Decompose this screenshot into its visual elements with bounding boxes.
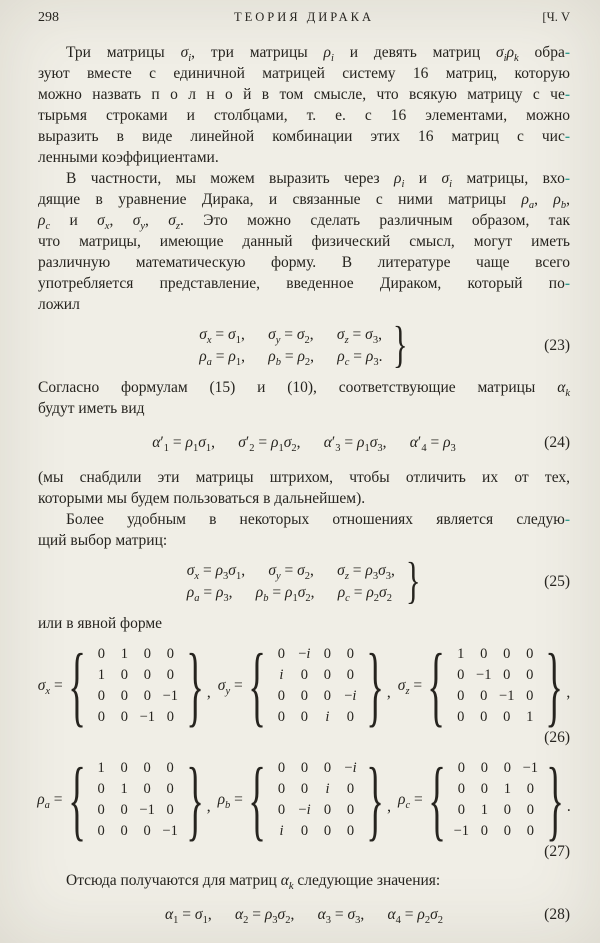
- matrix-cell: 0: [120, 760, 128, 776]
- text-line: Три матрицы $\sigma_i$, три матрицы $\rho_i$ и девять матриц $\sigma_i\rho_k$ обра-: [66, 44, 570, 65]
- text-line: будут иметь вид: [38, 400, 145, 417]
- grouping-brace-icon: }: [393, 317, 408, 373]
- matrix-cell: 0: [120, 802, 128, 818]
- text-line: $\rho_c$ и $\sigma_x$, $\sigma_y$, $\sigma_z$. Это можно сделать различным образом, так: [38, 212, 571, 233]
- matrix-cell: 0: [120, 667, 128, 683]
- matrix-cell: 0: [480, 823, 488, 839]
- paragraph-1: [38, 42, 570, 168]
- left-brace-icon: {: [427, 635, 446, 735]
- matrix-grid-row: [270, 821, 362, 842]
- left-brace-icon: {: [67, 635, 86, 735]
- matrix-grid-row: [90, 686, 182, 707]
- text-line: выразить в виде линейной комбинации этих 16 матриц с чис-: [38, 128, 570, 145]
- matrix-grid-row: [90, 758, 182, 779]
- left-brace-icon: {: [247, 635, 266, 735]
- equation-28: [38, 902, 570, 928]
- matrix-cell: 1: [120, 646, 128, 662]
- right-brace-icon: }: [186, 635, 204, 735]
- matrix-grid-row: [270, 779, 362, 800]
- matrix-cell: 0: [143, 760, 151, 776]
- equation-line: $\rho_a = \rho_1$, $\rho_b = \rho_2$, $\rho_c = \rho_3$.: [199, 348, 383, 369]
- right-brace-icon: }: [546, 749, 564, 849]
- matrix-row-rho: [37, 749, 571, 849]
- matrix-grid-row: [90, 665, 182, 686]
- matrix-label: $\rho_c$ =: [397, 791, 423, 812]
- matrix-cell: 0: [323, 646, 331, 662]
- matrix-cell: 0: [166, 760, 174, 776]
- matrix-cell: −i: [298, 646, 311, 662]
- matrix-cell: 0: [277, 781, 286, 797]
- matrix-cell: 0: [457, 760, 465, 776]
- matrix-cell: −1: [139, 709, 156, 725]
- matrix-cell: 0: [526, 667, 534, 683]
- matrix-cell: 0: [300, 709, 308, 725]
- matrix-cell: 0: [480, 781, 488, 797]
- matrix-grid: [449, 644, 541, 728]
- matrix-separator: ,: [566, 684, 571, 701]
- equation-25: [38, 553, 570, 609]
- equation-line: $\sigma_x = \rho_3\sigma_1$, $\sigma_y = \sigma_2$, $\sigma_z = \rho_3\sigma_3$,: [186, 562, 395, 583]
- matrix-cell: 0: [457, 802, 465, 818]
- matrix-separator: ,: [386, 684, 391, 701]
- text-line: Отсюда получаются для матриц $\alpha_k$ следующие значения:: [66, 872, 441, 893]
- matrix-cell: 1: [97, 760, 105, 776]
- matrix-cell: 0: [323, 688, 331, 704]
- matrix-cell: 0: [143, 823, 151, 839]
- matrix-grid-row: [450, 821, 542, 842]
- matrix-grid-row: [90, 644, 182, 665]
- matrix-cell: 0: [277, 646, 285, 662]
- matrix-cell: 0: [526, 646, 534, 662]
- left-brace-icon: {: [248, 749, 266, 849]
- matrix-cell: −1: [139, 802, 155, 818]
- matrix-block-26: [37, 635, 571, 748]
- matrix-cell: i: [279, 823, 284, 839]
- matrix-cell: 0: [143, 781, 151, 797]
- matrix-cell: 1: [526, 709, 534, 725]
- matrix-grid-row: [450, 779, 542, 800]
- matrix-cell: 0: [346, 709, 354, 725]
- matrix-cell: 0: [300, 823, 309, 839]
- equation-24: [38, 430, 570, 456]
- matrix-cell: −1: [476, 667, 492, 683]
- matrix-label: $\sigma_x$ =: [37, 677, 63, 698]
- matrix-cell: 0: [97, 823, 105, 839]
- page-header: [38, 10, 570, 28]
- matrix-cell: 0: [503, 667, 511, 683]
- matrix-separator: .: [566, 798, 571, 815]
- text-line: дящие в уравнение Дирака, и связанные с ними матрицы $\rho_a$, $\rho_b$,: [38, 191, 570, 212]
- text-line: щий выбор матриц:: [38, 532, 168, 549]
- matrix-grid-row: [449, 686, 541, 707]
- matrix-rho-b: [217, 749, 391, 849]
- matrix-cell: −1: [162, 823, 178, 839]
- matrix-rho-a: [37, 749, 211, 849]
- matrix-cell: 0: [143, 646, 151, 662]
- equation-number-line: [38, 728, 570, 748]
- matrix-grid-row: [449, 665, 541, 686]
- matrix-grid: [270, 644, 362, 728]
- matrix-cell: 0: [97, 781, 105, 797]
- equation-number: (25): [544, 573, 570, 590]
- matrix-grid-row: [90, 779, 182, 800]
- matrix-sigma-z: [397, 635, 571, 735]
- matrix-grid-row: [270, 644, 362, 665]
- grouping-brace-icon: }: [405, 553, 421, 609]
- text-line: зуют вместе с единичной матрицей систему 16 матриц, которую: [38, 65, 570, 82]
- text-line: или в явной форме: [38, 615, 163, 632]
- matrix-cell: −i: [344, 688, 357, 704]
- matrix-cell: 1: [480, 802, 488, 818]
- equation-23-lines: [199, 324, 382, 368]
- paragraph-2: [38, 168, 570, 315]
- line-end-hyphen: -: [564, 511, 570, 528]
- matrix-grid-row: [450, 758, 542, 779]
- matrix-cell: 0: [143, 667, 151, 683]
- matrix-cell: 0: [526, 688, 534, 704]
- matrix-cell: 0: [277, 688, 285, 704]
- line-end-hyphen: -: [564, 170, 570, 187]
- matrix-rho-c: [397, 749, 571, 849]
- equation-25-lines: [187, 560, 395, 604]
- matrix-cell: 0: [97, 646, 105, 662]
- right-brace-icon: }: [366, 635, 384, 735]
- matrix-label: $\sigma_y$ =: [217, 677, 243, 698]
- matrix-grid: [90, 644, 182, 728]
- matrix-cell: 0: [120, 688, 128, 704]
- text-line: Более удобным в некоторых отношениях является следую-: [66, 511, 570, 528]
- matrix-grid-row: [90, 821, 182, 842]
- matrix-cell: −1: [499, 688, 515, 704]
- matrix-cell: 0: [166, 781, 174, 797]
- equation-line: $\sigma_x = \sigma_1$, $\sigma_y = \sigma_2$, $\sigma_z = \sigma_3$,: [199, 326, 382, 347]
- matrix-cell: 0: [503, 646, 511, 662]
- matrix-cell: 0: [526, 802, 534, 818]
- text-line: употребляется представление, введенное Дираком, который по-: [38, 275, 570, 292]
- matrix-cell: 0: [457, 709, 465, 725]
- left-brace-icon: {: [67, 749, 86, 849]
- matrix-cell: i: [325, 781, 330, 797]
- matrix-block-27: [37, 749, 571, 862]
- matrix-cell: 0: [300, 667, 308, 683]
- text-line: можно назвать п о л н о й в том смысле, что всякую матрицу с че-: [38, 86, 570, 103]
- matrix-cell: 0: [526, 823, 534, 839]
- matrix-cell: 0: [323, 802, 332, 818]
- matrix-label: $\rho_b$ =: [217, 791, 243, 812]
- matrix-label: $\rho_a$ =: [37, 791, 63, 812]
- matrix-cell: 0: [166, 646, 174, 662]
- matrix-cell: i: [325, 709, 330, 725]
- paragraph-4: [38, 467, 570, 509]
- matrix-cell: 0: [300, 781, 309, 797]
- right-brace-icon: }: [545, 635, 564, 735]
- matrix-cell: 0: [97, 709, 105, 725]
- matrix-cell: 0: [300, 760, 309, 776]
- matrix-grid-row: [270, 758, 362, 779]
- matrix-cell: −1: [453, 823, 470, 839]
- matrix-cell: 0: [166, 667, 174, 683]
- equation-number: (24): [544, 434, 570, 451]
- matrix-cell: 0: [457, 781, 465, 797]
- matrix-cell: 1: [457, 646, 465, 662]
- right-brace-icon: }: [366, 749, 384, 849]
- matrix-cell: 0: [97, 688, 105, 704]
- matrix-separator: ,: [387, 798, 391, 815]
- matrix-cell: 0: [300, 688, 308, 704]
- text-line: (мы снабдили эти матрицы штрихом, чтобы отличить их от тех,: [38, 469, 570, 486]
- matrix-cell: 0: [503, 709, 511, 725]
- matrix-cell: 0: [503, 760, 511, 776]
- matrix-cell: 0: [480, 709, 488, 725]
- text-line: ленными коэффициентами.: [38, 149, 219, 166]
- matrix-grid-row: [90, 707, 182, 728]
- matrix-cell: 0: [346, 781, 355, 797]
- matrix-grid-row: [270, 800, 362, 821]
- equation-23: [38, 317, 570, 373]
- matrix-cell: 0: [480, 688, 488, 704]
- matrix-cell: 0: [480, 646, 488, 662]
- equation-line: $\rho_a = \rho_3$, $\rho_b = \rho_1\sigma_2$, $\rho_c = \rho_2\sigma_2$: [186, 584, 392, 605]
- text-line: тырьмя строками и столбцами, т. е. с 16 элементами, можно: [38, 107, 570, 124]
- matrix-grid: [90, 758, 182, 842]
- matrix-cell: −1: [162, 688, 179, 704]
- matrix-grid-row: [90, 800, 182, 821]
- equation-body: $\alpha_1 = \sigma_1$, $\alpha_2 = \rho_3\sigma_2$, $\alpha_3 = \sigma_3$, $\alpha_4 = \rho_2\sigma_2$: [165, 906, 443, 927]
- matrix-cell: 0: [323, 667, 331, 683]
- matrix-cell: 0: [346, 646, 354, 662]
- text-line: ложил: [38, 296, 80, 313]
- matrix-cell: −i: [298, 802, 311, 818]
- matrix-sigma-y: [217, 635, 391, 735]
- matrix-cell: 0: [346, 823, 355, 839]
- matrix-cell: 1: [503, 781, 511, 797]
- line-end-hyphen: -: [564, 86, 570, 103]
- paragraph-5: [38, 509, 570, 551]
- matrix-sigma-x: [37, 635, 211, 735]
- matrix-grid: [270, 758, 362, 842]
- matrix-label: $\sigma_z$ =: [397, 677, 423, 698]
- matrix-cell: 0: [503, 823, 511, 839]
- matrix-cell: i: [279, 667, 284, 683]
- matrix-separator: ,: [206, 684, 211, 701]
- matrix-cell: 1: [97, 667, 105, 683]
- text-line: В частности, мы можем выразить через $\rho_i$ и $\sigma_i$ матрицы, вхо-: [66, 170, 570, 191]
- paragraph-3: [38, 377, 570, 419]
- matrix-cell: −i: [344, 760, 357, 776]
- matrix-cell: 0: [166, 709, 174, 725]
- equation-number: (28): [544, 906, 570, 923]
- matrix-cell: 0: [457, 667, 465, 683]
- equation-number-line: [38, 842, 570, 862]
- matrix-separator: ,: [206, 798, 211, 815]
- line-end-hyphen: -: [564, 128, 570, 145]
- matrix-cell: −1: [522, 760, 539, 776]
- matrix-cell: 0: [323, 823, 332, 839]
- matrix-cell: 0: [277, 709, 285, 725]
- equation-number: (23): [544, 337, 570, 354]
- line-end-hyphen: -: [564, 44, 570, 61]
- right-brace-icon: }: [185, 749, 204, 849]
- matrix-grid-row: [449, 707, 541, 728]
- matrix-cell: 0: [480, 760, 488, 776]
- matrix-grid-row: [270, 665, 362, 686]
- text-line: различную математическую форму. В литературе чаще всего: [38, 254, 570, 271]
- text-line: которыми мы будем пользоваться в дальнейшем).: [38, 490, 366, 507]
- matrix-cell: 0: [346, 802, 355, 818]
- matrix-cell: 1: [120, 781, 128, 797]
- text-line: что матрицы, имеющие данный физический смысл, могут иметь: [38, 233, 570, 250]
- matrix-row-sigma: [37, 635, 571, 735]
- matrix-cell: 0: [97, 802, 105, 818]
- matrix-cell: 0: [346, 667, 354, 683]
- matrix-cell: 0: [143, 688, 151, 704]
- text-line: Согласно формулам (15) и (10), соответствующие матрицы $\alpha_k$: [38, 379, 570, 400]
- matrix-cell: 0: [277, 760, 286, 776]
- left-brace-icon: {: [427, 749, 446, 849]
- equation-number: (27): [544, 843, 570, 860]
- matrix-cell: 0: [166, 802, 174, 818]
- matrix-cell: 0: [323, 760, 332, 776]
- line-end-hyphen: -: [564, 275, 570, 292]
- matrix-cell: 0: [457, 688, 465, 704]
- chapter-ref: [Ч. V: [542, 10, 570, 24]
- matrix-grid-row: [270, 707, 362, 728]
- matrix-grid-row: [450, 800, 542, 821]
- equation-body: $\alpha'_1 = \rho_1\sigma_1$, $\sigma'_2 = \rho_1\sigma_2$, $\alpha'_3 = \rho_1\sigma_3$, $\alpha'_4 = \rho_3$: [152, 434, 456, 455]
- paragraph-7: [38, 870, 570, 891]
- matrix-cell: 0: [503, 802, 511, 818]
- page-number: 298: [38, 10, 59, 25]
- matrix-cell: 0: [277, 802, 286, 818]
- matrix-grid-row: [270, 686, 362, 707]
- matrix-grid-row: [449, 644, 541, 665]
- matrix-grid: [450, 758, 542, 842]
- matrix-cell: 0: [526, 781, 534, 797]
- paragraph-6: [38, 613, 570, 634]
- matrix-cell: 0: [120, 709, 128, 725]
- equation-number: (26): [544, 729, 570, 746]
- running-title: ТЕОРИЯ ДИРАКА: [233, 10, 375, 24]
- matrix-cell: 0: [120, 823, 128, 839]
